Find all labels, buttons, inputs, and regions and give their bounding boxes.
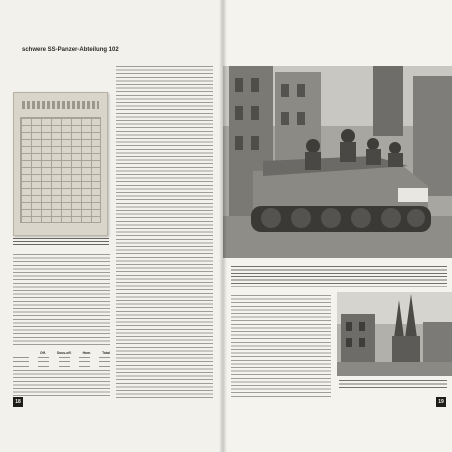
body-text-column [13,370,110,398]
inset-caption [339,380,447,388]
photo-caption [231,266,447,287]
page-number-left: 18 [13,397,23,407]
right-page [223,0,452,452]
page-number-right: 19 [436,397,446,407]
stats-header-3: Hom. [82,351,92,356]
town-photo-icon [337,292,452,376]
document-caption [13,238,109,247]
body-text-column [13,254,110,347]
body-text-column [116,66,213,398]
stats-table [13,351,110,368]
body-text-column [231,295,331,398]
running-header: schwere SS-Panzer-Abteilung 102 [22,47,119,53]
halftrack-photo-icon [223,66,452,258]
stats-header-1: Off. [40,351,46,356]
table-row [13,364,110,368]
stats-header-2: Sous-off. [56,351,72,356]
stats-header-4: Total [102,351,110,356]
left-page [0,0,223,452]
book-gutter [219,0,227,452]
document-scan-icon [13,92,108,236]
